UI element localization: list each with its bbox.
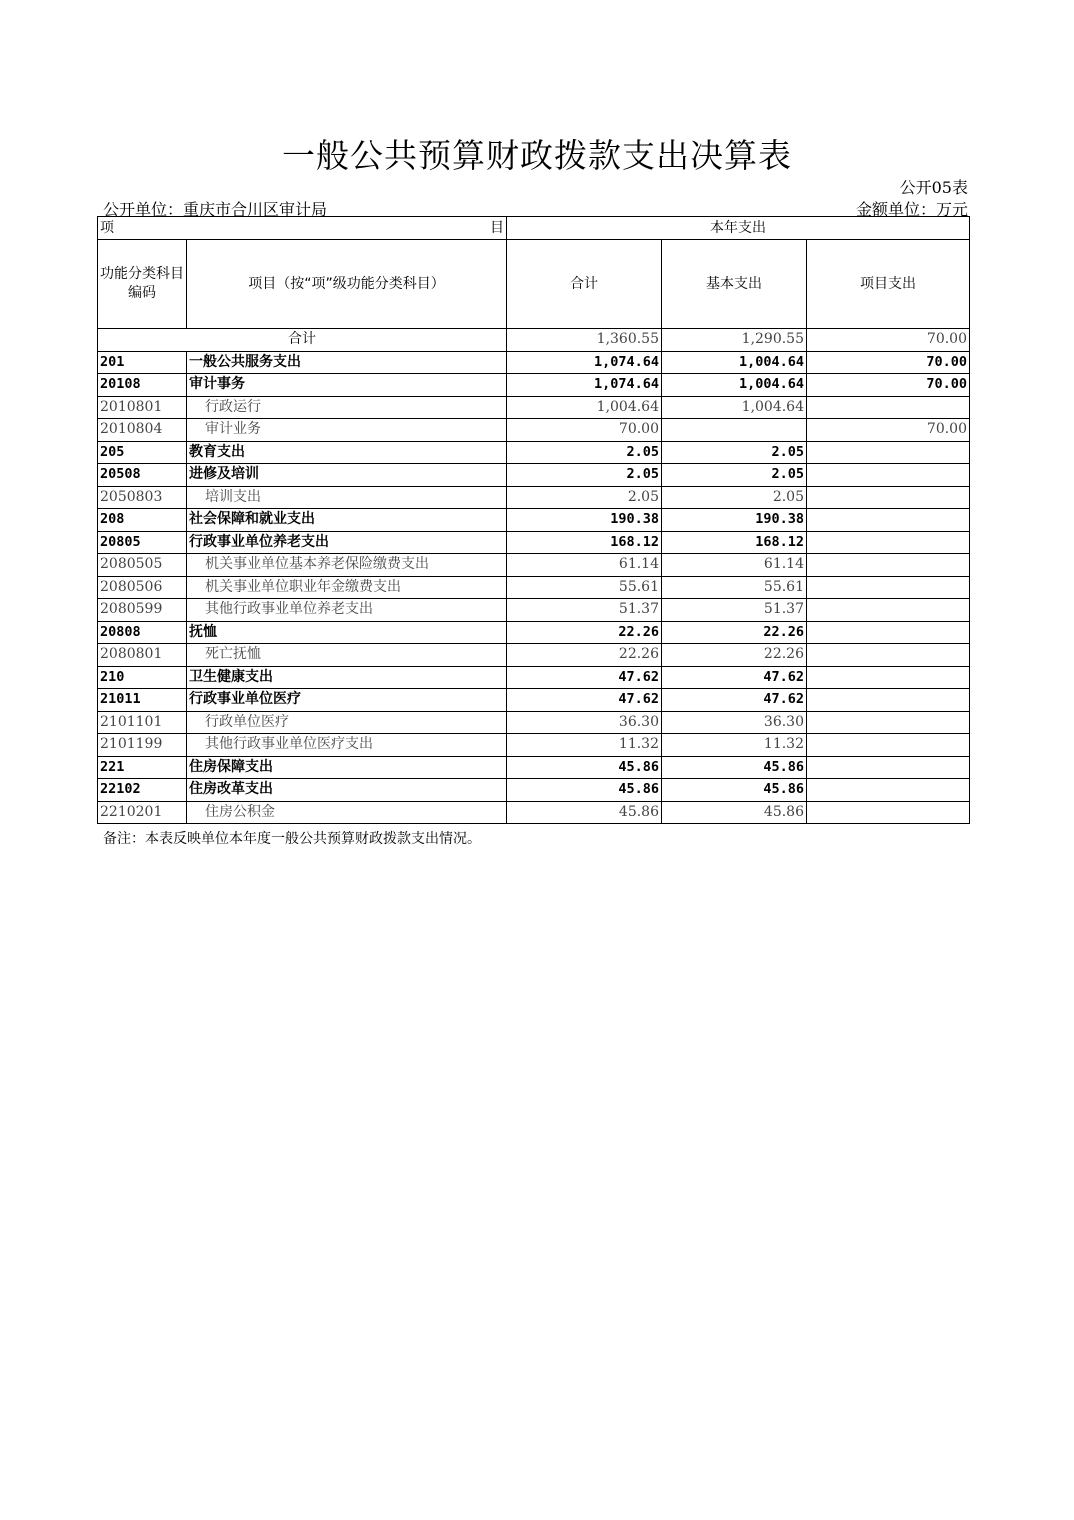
- row-basic: 47.62: [662, 666, 807, 689]
- row-project: [807, 486, 970, 509]
- row-project: [807, 801, 970, 824]
- row-total: 45.86: [507, 779, 662, 802]
- table-row: [98, 374, 970, 397]
- row-name: 机关事业单位基本养老保险缴费支出: [187, 554, 507, 577]
- footnote: 备注：本表反映单位本年度一般公共预算财政拨款支出情况。: [103, 831, 481, 847]
- row-basic: 2.05: [662, 464, 807, 487]
- table-row: [98, 734, 970, 757]
- row-basic: [662, 419, 807, 442]
- name-header: 项目（按“项”级功能分类科目）: [187, 240, 507, 329]
- basic-header: 基本支出: [662, 240, 807, 329]
- row-code: 2010804: [98, 419, 187, 442]
- row-total: 1,074.64: [507, 374, 662, 397]
- table-row: [98, 351, 970, 374]
- row-code: 22102: [98, 779, 187, 802]
- form-number: 公开05表: [899, 178, 968, 197]
- row-project: [807, 621, 970, 644]
- row-basic: 45.86: [662, 801, 807, 824]
- table-row: [98, 531, 970, 554]
- project-header: 项目支出: [807, 240, 970, 329]
- row-project: 70.00: [807, 351, 970, 374]
- row-project: [807, 599, 970, 622]
- table-row: [98, 464, 970, 487]
- row-code: 20808: [98, 621, 187, 644]
- total-basic: 1,290.55: [662, 329, 807, 352]
- item-header-left: 项: [100, 219, 114, 236]
- row-name: 其他行政事业单位养老支出: [187, 599, 507, 622]
- row-basic: 2.05: [662, 486, 807, 509]
- table-row: [98, 419, 970, 442]
- amount-unit: 金额单位：万元: [855, 200, 968, 219]
- row-name: 培训支出: [187, 486, 507, 509]
- row-basic: 11.32: [662, 734, 807, 757]
- row-name: 住房公积金: [187, 801, 507, 824]
- row-total: 45.86: [507, 801, 662, 824]
- row-total: 51.37: [507, 599, 662, 622]
- row-name: 抚恤: [187, 621, 507, 644]
- row-total: 2.05: [507, 464, 662, 487]
- row-name: 审计事务: [187, 374, 507, 397]
- row-code: 205: [98, 441, 187, 464]
- row-name: 行政单位医疗: [187, 711, 507, 734]
- table-row: [98, 509, 970, 532]
- row-code: 20108: [98, 374, 187, 397]
- row-code: 208: [98, 509, 187, 532]
- table-row: [98, 689, 970, 712]
- table-row: [98, 486, 970, 509]
- row-project: [807, 464, 970, 487]
- table-row: [98, 599, 970, 622]
- row-name: 住房保障支出: [187, 756, 507, 779]
- row-code: 2080505: [98, 554, 187, 577]
- row-name: 审计业务: [187, 419, 507, 442]
- row-basic: 55.61: [662, 576, 807, 599]
- row-project: [807, 531, 970, 554]
- item-header-right: 目: [490, 219, 504, 236]
- row-name: 住房改革支出: [187, 779, 507, 802]
- row-basic: 168.12: [662, 531, 807, 554]
- row-code: 20508: [98, 464, 187, 487]
- row-basic: 47.62: [662, 689, 807, 712]
- table-row: [98, 644, 970, 667]
- table-row: [98, 779, 970, 802]
- row-name: 行政运行: [187, 396, 507, 419]
- row-project: [807, 644, 970, 667]
- table-row: [98, 441, 970, 464]
- row-total: 70.00: [507, 419, 662, 442]
- row-project: [807, 554, 970, 577]
- row-code: 21011: [98, 689, 187, 712]
- row-total: 47.62: [507, 689, 662, 712]
- table-row: [98, 396, 970, 419]
- row-total: 1,074.64: [507, 351, 662, 374]
- row-code: 20805: [98, 531, 187, 554]
- row-total: 61.14: [507, 554, 662, 577]
- row-basic: 45.86: [662, 779, 807, 802]
- row-total: 45.86: [507, 756, 662, 779]
- row-name: 教育支出: [187, 441, 507, 464]
- row-code: 201: [98, 351, 187, 374]
- row-name: 卫生健康支出: [187, 666, 507, 689]
- row-basic: 45.86: [662, 756, 807, 779]
- row-total: 47.62: [507, 666, 662, 689]
- row-basic: 1,004.64: [662, 396, 807, 419]
- table-row: [98, 801, 970, 824]
- row-code: 2080599: [98, 599, 187, 622]
- row-basic: 22.26: [662, 644, 807, 667]
- row-name: 其他行政事业单位医疗支出: [187, 734, 507, 757]
- row-project: [807, 509, 970, 532]
- row-basic: 1,004.64: [662, 351, 807, 374]
- table-row: [98, 554, 970, 577]
- row-code: 2080506: [98, 576, 187, 599]
- table-row: [98, 756, 970, 779]
- row-code: 210: [98, 666, 187, 689]
- code-header: 功能分类科目编码: [98, 240, 187, 329]
- row-basic: 22.26: [662, 621, 807, 644]
- table-row: [98, 666, 970, 689]
- row-total: 22.26: [507, 644, 662, 667]
- total-label: 合计: [98, 329, 507, 352]
- row-total: 190.38: [507, 509, 662, 532]
- total-amount: 1,360.55: [507, 329, 662, 352]
- row-basic: 190.38: [662, 509, 807, 532]
- current-year-header: 本年支出: [507, 217, 970, 240]
- row-project: [807, 396, 970, 419]
- table-row: [98, 621, 970, 644]
- table-row: [98, 576, 970, 599]
- item-header: [98, 217, 507, 240]
- table-row: [98, 711, 970, 734]
- total-header: 合计: [507, 240, 662, 329]
- row-basic: 1,004.64: [662, 374, 807, 397]
- row-name: 行政事业单位养老支出: [187, 531, 507, 554]
- row-total: 2.05: [507, 441, 662, 464]
- row-project: [807, 711, 970, 734]
- row-code: 2101199: [98, 734, 187, 757]
- row-total: 1,004.64: [507, 396, 662, 419]
- row-name: 行政事业单位医疗: [187, 689, 507, 712]
- row-total: 36.30: [507, 711, 662, 734]
- row-project: [807, 666, 970, 689]
- row-project: 70.00: [807, 419, 970, 442]
- page-title: 一般公共预算财政拨款支出决算表: [282, 136, 792, 175]
- row-basic: 61.14: [662, 554, 807, 577]
- row-code: 2050803: [98, 486, 187, 509]
- row-code: 2210201: [98, 801, 187, 824]
- reporting-unit: 公开单位：重庆市合川区审计局: [103, 200, 328, 219]
- row-total: 2.05: [507, 486, 662, 509]
- row-basic: 36.30: [662, 711, 807, 734]
- row-name: 进修及培训: [187, 464, 507, 487]
- row-basic: 2.05: [662, 441, 807, 464]
- row-project: [807, 734, 970, 757]
- row-total: 55.61: [507, 576, 662, 599]
- row-name: 社会保障和就业支出: [187, 509, 507, 532]
- row-project: [807, 689, 970, 712]
- row-project: 70.00: [807, 374, 970, 397]
- row-name: 一般公共服务支出: [187, 351, 507, 374]
- row-project: [807, 441, 970, 464]
- row-code: 2101101: [98, 711, 187, 734]
- row-project: [807, 756, 970, 779]
- row-total: 11.32: [507, 734, 662, 757]
- expenditure-table: [97, 216, 970, 824]
- row-project: [807, 779, 970, 802]
- row-total: 22.26: [507, 621, 662, 644]
- row-total: 168.12: [507, 531, 662, 554]
- row-project: [807, 576, 970, 599]
- row-code: 221: [98, 756, 187, 779]
- row-basic: 51.37: [662, 599, 807, 622]
- total-project: 70.00: [807, 329, 970, 352]
- row-code: 2080801: [98, 644, 187, 667]
- row-code: 2010801: [98, 396, 187, 419]
- row-name: 机关事业单位职业年金缴费支出: [187, 576, 507, 599]
- row-name: 死亡抚恤: [187, 644, 507, 667]
- total-row: [98, 329, 970, 352]
